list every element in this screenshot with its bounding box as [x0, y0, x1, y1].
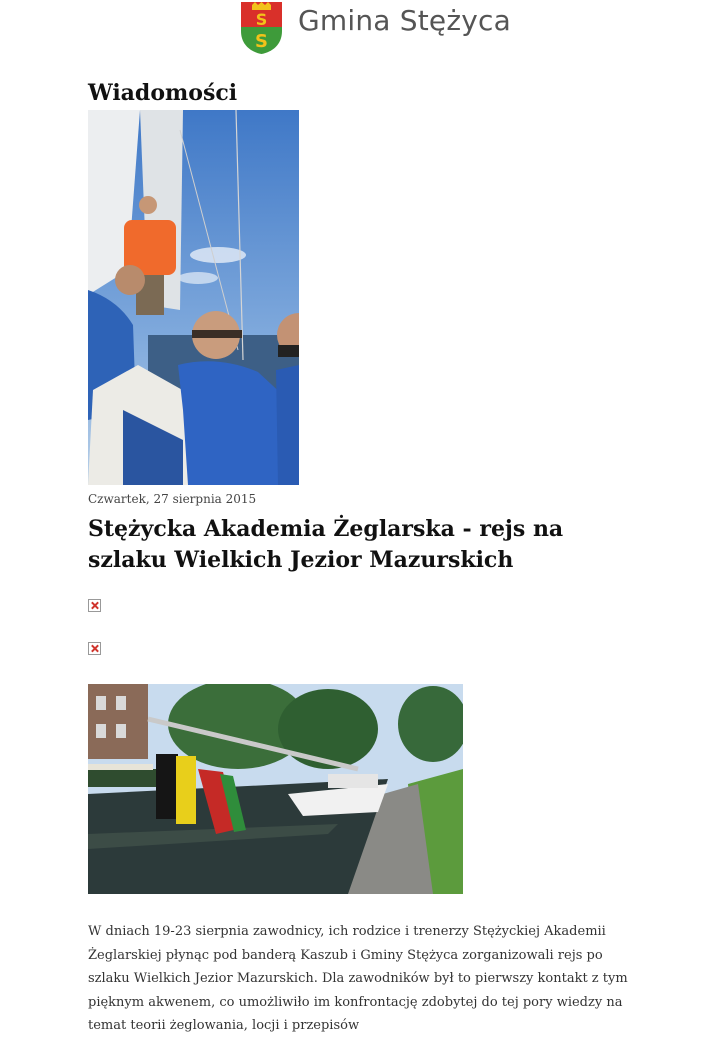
crest-letter-bottom: S	[255, 31, 268, 52]
post-date: Czwartek, 27 sierpnia 2015	[88, 492, 257, 506]
post-body: W dniach 19-23 sierpnia zawodnicy, ich rodzice i trenerzy Stężyckiej Akademii Żeglarskiej płynąc pod banderą Kaszub i Gminy Stężyca zorganizowali rejs po szlaku Wielkich Jezior Mazurskich. Dla zawodników był to pierwszy kontakt z tym pięknym akwenem, co umożliwiło im konfrontację zdobytej do tej pory wiedzy na temat teorii żeglowania, locji i przepisów	[88, 924, 628, 1033]
section-heading: Wiadomości	[88, 80, 238, 106]
gmina-crest-logo	[240, 1, 283, 55]
article-photo-top[interactable]	[88, 110, 299, 485]
site-title-link[interactable]: Gmina Stężyca	[298, 4, 511, 37]
sailors-photo	[88, 110, 299, 485]
post-title: Stężycka Akademia Żeglarska - rejs na szlaku Wielkich Jezior Mazurskich	[88, 516, 564, 573]
article-photo-bottom[interactable]	[88, 684, 463, 894]
moored-boat-photo	[88, 684, 463, 894]
crest-letter-top: S	[255, 10, 268, 29]
broken-image-icon	[88, 642, 101, 655]
site-header	[0, 0, 725, 60]
broken-image-icon	[88, 599, 101, 612]
